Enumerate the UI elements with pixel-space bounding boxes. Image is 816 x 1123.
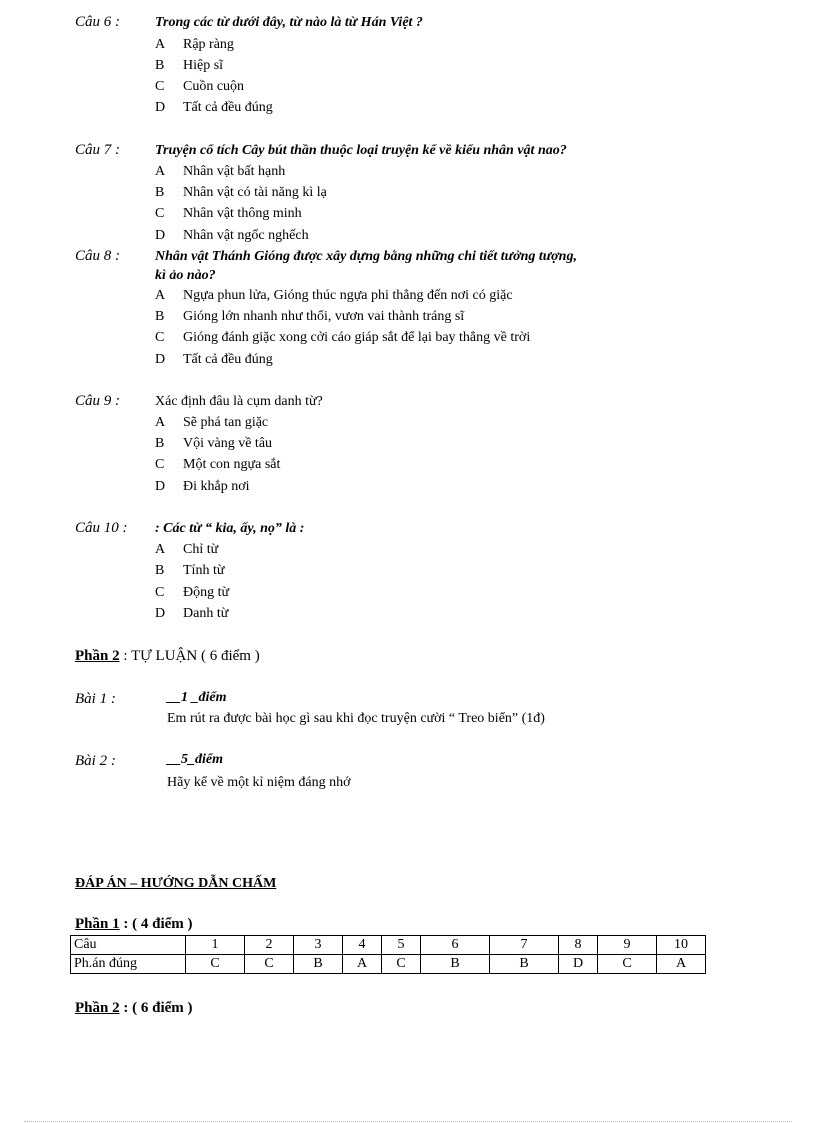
question-8-option-c: C Gióng đánh giặc xong cởi cáo giáp sắt để lại bay thẳng về trời (155, 330, 531, 345)
bai1-text: Em rút ra được bài học gì sau khi đọc truyện cười “ Treo biển” (1đ) (167, 711, 545, 726)
question-10-option-b: B Tính từ (155, 563, 225, 578)
answer-table-row (71, 955, 706, 974)
bai2-label: Bài 2 : (75, 753, 116, 769)
bai1-label: Bài 1 : (75, 691, 116, 707)
question-9-text: Xác định đâu là cụm danh từ? (155, 394, 323, 409)
question-6-label: Câu 6 : (75, 14, 120, 30)
table-cell: B (490, 955, 559, 974)
question-9-label: Câu 9 : (75, 393, 120, 409)
question-8-text-line2: kì ảo nào? (155, 268, 216, 283)
table-cell: 7 (490, 936, 559, 955)
question-8-option-a: A Ngựa phun lửa, Gióng thúc ngựa phi thẳng đến nơi có giặc (155, 288, 513, 303)
table-cell: B (294, 955, 343, 974)
question-9-option-d: D Đi khắp nơi (155, 479, 250, 494)
question-9-option-b: B Vội vàng về tâu (155, 436, 273, 451)
table-cell: 9 (598, 936, 657, 955)
question-10-option-a: A Chỉ từ (155, 542, 219, 557)
part2-heading: Phần 2 : TỰ LUẬN ( 6 điểm ) (75, 648, 260, 664)
question-6-option-d: D Tất cả đều đúng (155, 100, 273, 115)
table-cell: B (421, 955, 490, 974)
question-6-text: Trong các từ dưới đây, từ nào là từ Hán Việt ? (155, 15, 423, 30)
answer-table-row (71, 936, 706, 955)
table-cell: A (657, 955, 706, 974)
question-8-option-b: B Gióng lớn nhanh như thổi, vươn vai thành tráng sĩ (155, 309, 465, 324)
answer-part2-heading: Phần 2 : ( 6 điểm ) (75, 1000, 193, 1016)
question-6-option-c: C Cuồn cuộn (155, 79, 245, 94)
table-cell: 5 (382, 936, 421, 955)
table-cell: 6 (421, 936, 490, 955)
table-cell: A (343, 955, 382, 974)
question-7-text: Truyện cổ tích Cây bút thần thuộc loại truyện kể về kiểu nhân vật nao? (155, 143, 567, 158)
question-7-label: Câu 7 : (75, 142, 120, 158)
question-7-option-c: C Nhân vật thông minh (155, 206, 302, 221)
table-cell: C (245, 955, 294, 974)
question-10-label: Câu 10 : (75, 520, 128, 536)
question-8-text: Nhân vật Thánh Gióng được xây dựng bằng những chi tiết tưởng tượng, (155, 249, 577, 264)
table-cell: 8 (559, 936, 598, 955)
question-6-option-a: A Rập ràng (155, 37, 234, 52)
answer-table (70, 935, 706, 974)
bai2-score: __5_điểm (167, 752, 223, 767)
question-8-label: Câu 8 : (75, 248, 120, 264)
table-cell: C (186, 955, 245, 974)
table-cell: C (598, 955, 657, 974)
table-cell: 2 (245, 936, 294, 955)
question-10-text: : Các từ “ kia, ấy, nọ” là : (155, 521, 305, 536)
question-7-option-b: B Nhân vật có tài năng kì lạ (155, 185, 327, 200)
table-cell: Câu (71, 936, 186, 955)
question-10-option-d: D Danh từ (155, 606, 229, 621)
question-8-option-d: D Tất cả đều đúng (155, 352, 273, 367)
table-cell: C (382, 955, 421, 974)
question-7-option-a: A Nhân vật bất hạnh (155, 164, 286, 179)
bai2-text: Hãy kể về một kỉ niệm đáng nhớ (167, 775, 351, 790)
question-10-option-c: C Động từ (155, 585, 230, 600)
table-cell: 10 (657, 936, 706, 955)
bai1-score: __1 _điểm (167, 690, 227, 705)
question-7-option-d: D Nhân vật ngốc nghếch (155, 228, 309, 243)
table-cell: 3 (294, 936, 343, 955)
page-bottom-divider (24, 1121, 792, 1122)
table-cell: 4 (343, 936, 382, 955)
table-cell: D (559, 955, 598, 974)
table-cell: 1 (186, 936, 245, 955)
answer-key-title: ĐÁP ÁN – HƯỚNG DẪN CHẤM (75, 876, 277, 891)
table-cell: Ph.án đúng (71, 955, 186, 974)
question-6-option-b: B Hiệp sĩ (155, 58, 224, 73)
question-9-option-c: C Một con ngựa sắt (155, 457, 281, 472)
answer-part1-heading: Phần 1 : ( 4 điểm ) (75, 916, 193, 932)
question-9-option-a: A Sẽ phá tan giặc (155, 415, 269, 430)
